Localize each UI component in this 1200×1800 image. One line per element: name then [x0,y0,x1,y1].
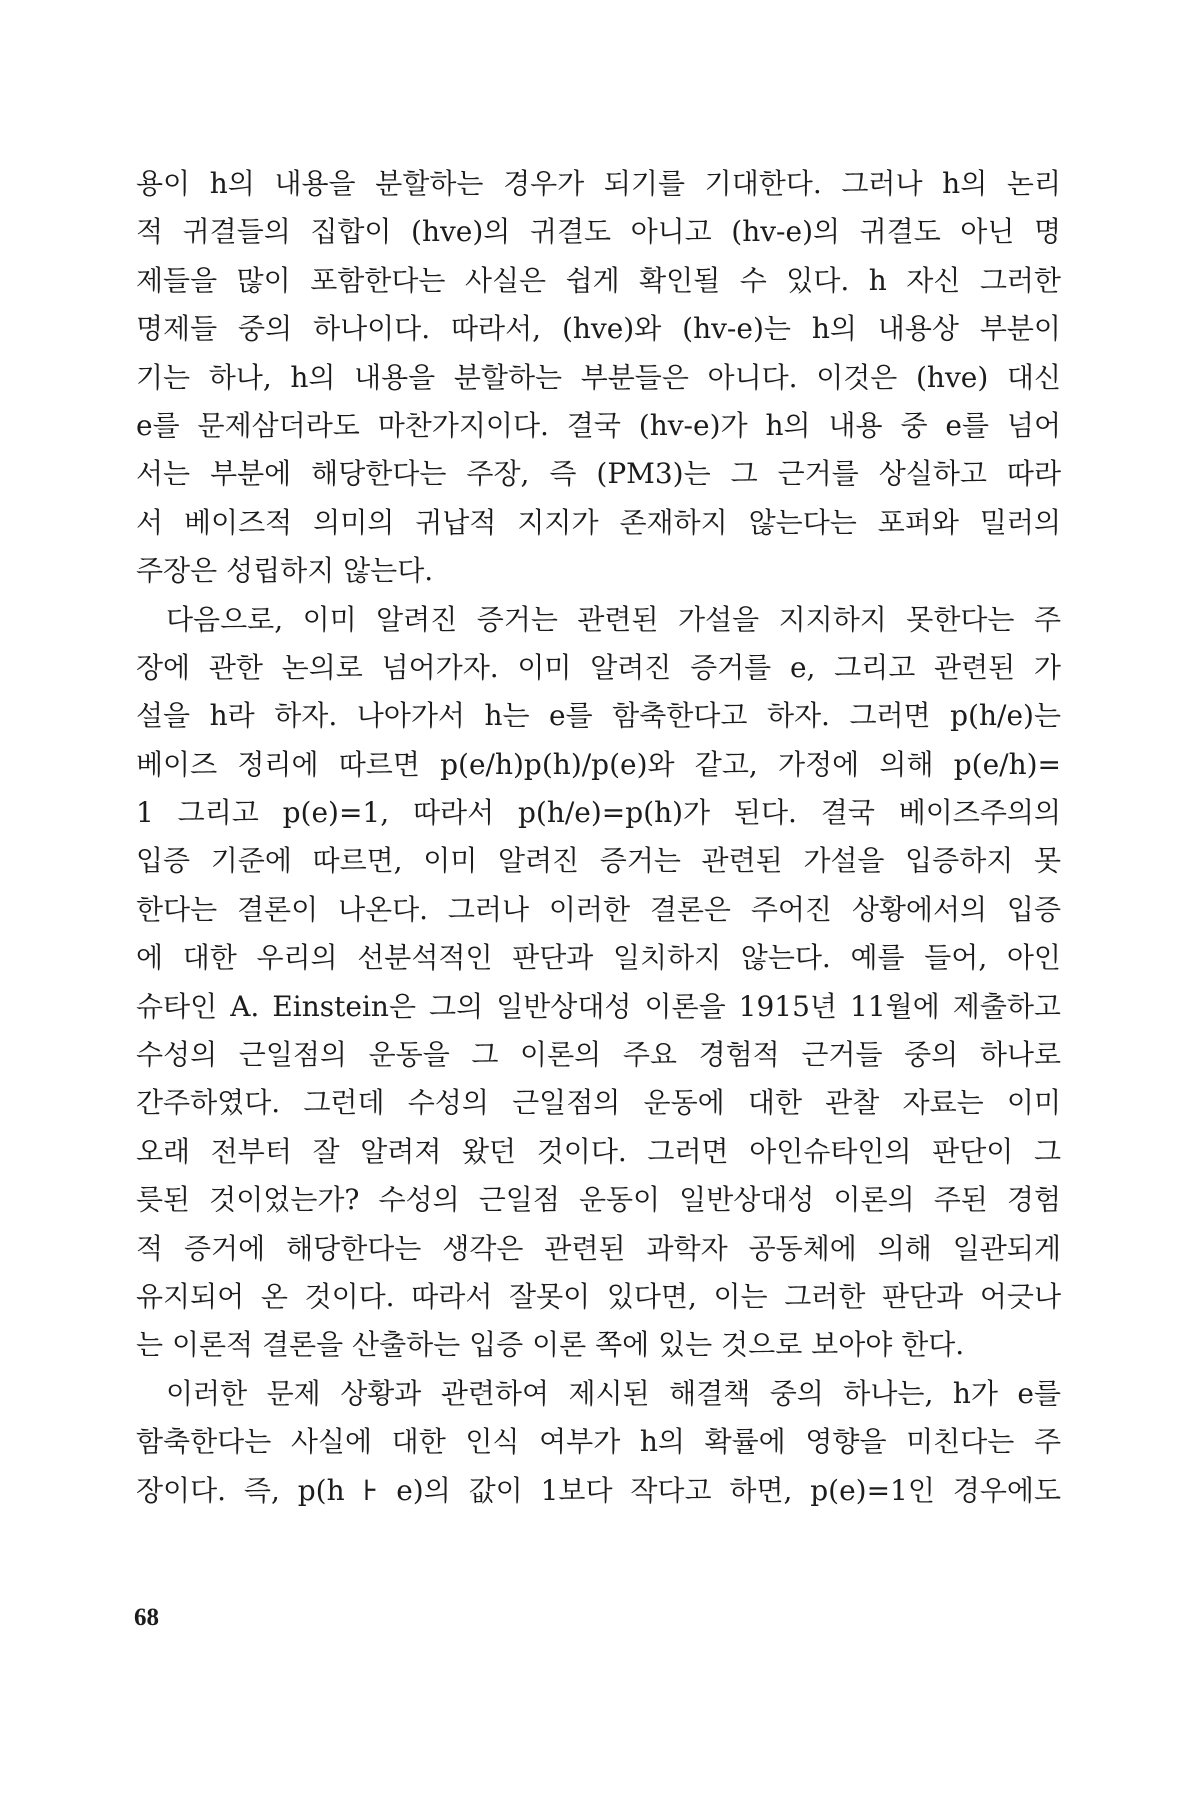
text-line: 간주하였다. 그런데 수성의 근일점의 운동에 대한 관찰 자료는 이미 [136,1086,1061,1120]
text-line: e를 문제삼더라도 마찬가지이다. 결국 (hv-e)가 h의 내용 중 e를 넘어 [136,408,1061,442]
text-line: 제들을 많이 포함한다는 사실은 쉽게 확인될 수 있다. h 자신 그러한 [136,263,1061,297]
text-line: 입증 기준에 따르면, 이미 알려진 증거는 관련된 가설을 입증하지 못 [136,844,1061,878]
text-line: 장에 관한 논의로 넘어가자. 이미 알려진 증거를 e, 그리고 관련된 가 [136,650,1061,684]
text-line: 수성의 근일점의 운동을 그 이론의 주요 경험적 근거들 중의 하나로 [136,1038,1061,1072]
text-line: 설을 h라 하자. 나아가서 h는 e를 함축한다고 하자. 그러면 p(h/e)는 [136,699,1061,733]
text-line: 주장은 성립하지 않는다. [136,554,434,588]
text-line: 서는 부분에 해당한다는 주장, 즉 (PM3)는 그 근거를 상실하고 따라 [136,457,1061,491]
text-line: 릇된 것이었는가? 수성의 근일점 운동이 일반상대성 이론의 주된 경험 [136,1183,1061,1217]
text-line: 유지되어 온 것이다. 따라서 잘못이 있다면, 이는 그러한 판단과 어긋나 [136,1279,1061,1313]
text-line: 오래 전부터 잘 알려져 왔던 것이다. 그러면 아인슈타인의 판단이 그 [136,1134,1061,1168]
text-line: 에 대한 우리의 선분석적인 판단과 일치하지 않는다. 예를 들어, 아인 [136,941,1061,975]
text-line: 적 귀결들의 집합이 (hve)의 귀결도 아니고 (hv-e)의 귀결도 아닌 명 [136,215,1061,249]
text-line: 는 이론적 결론을 산출하는 입증 이론 쪽에 있는 것으로 보아야 한다. [136,1328,965,1362]
text-line: 베이즈 정리에 따르면 p(e/h)p(h)/p(e)와 같고, 가정에 의해 p(e/h)= [136,747,1061,781]
text-line: 용이 h의 내용을 분할하는 경우가 되기를 기대한다. 그러나 h의 논리 [136,167,1061,200]
text-line: 다음으로, 이미 알려진 증거는 관련된 가설을 지지하지 못한다는 주 [166,602,1061,636]
text-line: 기는 하나, h의 내용을 분할하는 부분들은 아니다. 이것은 (hve) 대신 [136,360,1061,394]
text-line: 서 베이즈적 의미의 귀납적 지지가 존재하지 않는다는 포퍼와 밀러의 [136,505,1061,539]
text-line: 함축한다는 사실에 대한 인식 여부가 h의 확률에 영향을 미친다는 주 [136,1425,1061,1459]
text-line: 명제들 중의 하나이다. 따라서, (hve)와 (hv-e)는 h의 내용상 부분이 [136,312,1061,346]
page-number: 68 [134,1604,159,1631]
text-line: 적 증거에 해당한다는 생각은 관련된 과학자 공동체에 의해 일관되게 [136,1231,1061,1265]
text-line: 슈타인 A. Einstein은 그의 일반상대성 이론을 1915년 11월에 제출하고 [136,989,1061,1023]
text-line: 장이다. 즉, p(h ⊦ e)의 값이 1보다 작다고 하면, p(e)=1인 경우에도 [136,1473,1061,1507]
text-line: 이러한 문제 상황과 관련하여 제시된 해결책 중의 하나는, h가 e를 [166,1376,1061,1410]
body-text [136,160,1061,1515]
text-line: 1 그리고 p(e)=1, 따라서 p(h/e)=p(h)가 된다. 결국 베이즈주의의 [136,796,1061,830]
text-line: 한다는 결론이 나온다. 그러나 이러한 결론은 주어진 상황에서의 입증 [136,892,1061,926]
